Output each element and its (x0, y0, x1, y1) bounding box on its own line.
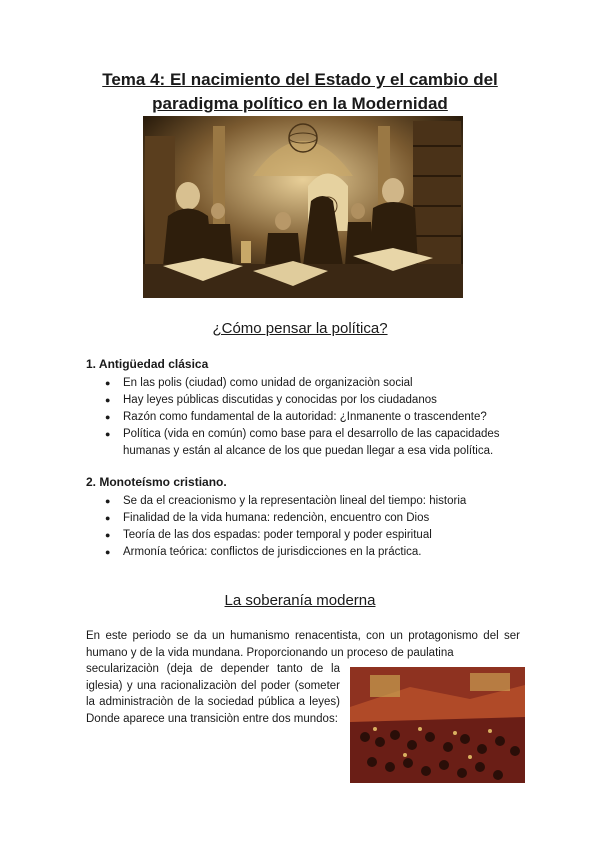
section-christian-monotheism-title: 2. Monoteísmo cristiano. (86, 475, 227, 489)
list-item: ● Hay leyes públicas discutidas y conocidas por los ciudadanos (105, 392, 525, 409)
heading-modern-sovereignty: La soberanía moderna (224, 592, 376, 609)
list-item: ● En las polis (ciudad) como unidad de organizaciòn social (105, 375, 525, 392)
christian-monotheism-list (105, 493, 525, 561)
list-item: ● Se da el creacionismo y la representaciòn lineal del tiempo: historia (105, 493, 525, 510)
list-item: ● Teoría de las dos espadas: poder temporal y poder espiritual (105, 527, 525, 544)
list-item: ● Armonía teórica: conflictos de jurisdicciones en la práctica. (105, 544, 525, 561)
heading-how-to-think-politics: ¿Cómo pensar la política? (212, 320, 388, 337)
list-item: ● Finalidad de la vida humana: redenciòn, encuentro con Dios (105, 510, 525, 527)
document-title: Tema 4: El nacimiento del Estado y el cambio del paradigma político en la Modernidad (102, 70, 498, 113)
list-item: ● Razón como fundamental de la autoridad: ¿Inmanente o trascendente? (105, 409, 525, 426)
sovereignty-paragraph-continued: secularizaciòn (deja de depender tanto de la iglesia) y una racionalizaciòn del poder (someter la administraciòn de la sociedad pública a leyes) Donde aparece una transiciòn entre dos mundos: (86, 663, 340, 725)
parliament-assembly-image (350, 667, 525, 783)
scholars-library-image (143, 116, 463, 298)
list-item: ● Política (vida en común) como base para el desarrollo de las capacidades humanas y están al alcance de los que puedan llegar a esa vida política. (105, 426, 525, 460)
classical-antiquity-list (105, 375, 525, 460)
section-classical-antiquity-title: 1. Antigüedad clásica (86, 357, 209, 371)
sovereignty-paragraph-intro: En este periodo se da un humanismo renacentista, con un protagonismo del ser humano y de la vida mundana. Proporcionando un proceso de paulatina (86, 630, 520, 659)
